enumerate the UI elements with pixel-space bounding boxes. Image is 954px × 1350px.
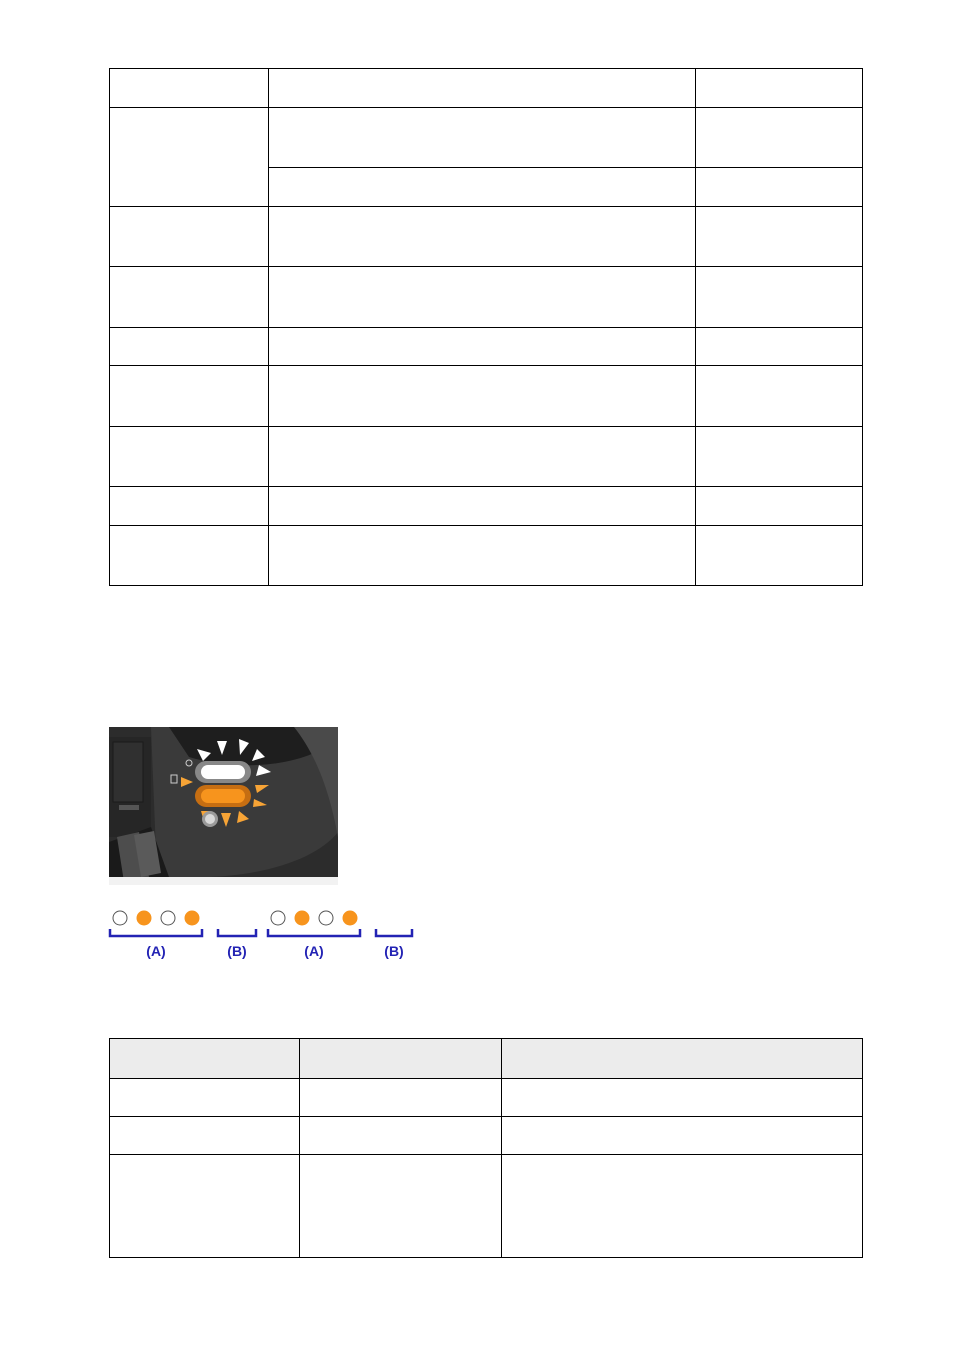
column-header <box>502 1039 863 1079</box>
table-cell <box>269 427 696 487</box>
table-row <box>110 69 863 108</box>
table-cell <box>269 108 696 168</box>
support-code-links <box>696 267 863 328</box>
table-row <box>110 1155 863 1258</box>
support-code-link[interactable] <box>700 79 731 91</box>
support-code-table <box>109 1038 863 1258</box>
support-code-link[interactable] <box>700 338 731 350</box>
table-cell <box>269 267 696 328</box>
lamp-flash-pattern <box>106 900 418 966</box>
table-row <box>110 526 863 586</box>
table-cell <box>110 1079 300 1117</box>
support-code-link[interactable] <box>700 376 731 388</box>
lamp-state-icon <box>319 911 333 925</box>
table-cell <box>110 526 269 586</box>
support-code-links <box>696 487 863 526</box>
table-row <box>110 427 863 487</box>
period-label-a: (A) <box>146 943 166 959</box>
support-code-links <box>696 526 863 586</box>
table-cell <box>110 366 269 427</box>
support-code-links <box>502 1155 863 1258</box>
table-cell <box>300 1079 502 1117</box>
table-row <box>110 108 863 168</box>
support-code-link[interactable] <box>700 118 731 130</box>
support-code-links <box>696 207 863 267</box>
support-code-links <box>696 168 863 207</box>
table-cell <box>110 108 269 207</box>
support-code-link[interactable] <box>700 437 731 449</box>
support-code-links <box>696 366 863 427</box>
table-row <box>110 1079 863 1117</box>
column-header <box>300 1039 502 1079</box>
support-code-link[interactable] <box>700 217 731 229</box>
table-row <box>110 207 863 267</box>
table-cell <box>269 168 696 207</box>
lamp-state-icon <box>137 911 151 925</box>
table-cell <box>110 1117 300 1155</box>
table-row <box>110 487 863 526</box>
table-row <box>110 328 863 366</box>
lamp-state-icon <box>271 911 285 925</box>
table-header-row <box>110 1039 863 1079</box>
support-code-links <box>696 108 863 168</box>
period-label-b: (B) <box>384 943 404 959</box>
support-code-link[interactable] <box>700 536 731 548</box>
lamp-state-icon <box>295 911 309 925</box>
support-code-links <box>502 1079 863 1117</box>
table-cell <box>110 1155 300 1258</box>
support-code-link[interactable] <box>817 376 848 388</box>
support-code-link[interactable] <box>700 178 731 190</box>
support-code-links <box>502 1117 863 1155</box>
table-cell <box>110 69 269 108</box>
column-header <box>110 1039 300 1079</box>
support-code-link[interactable] <box>700 277 731 289</box>
table-cell <box>110 267 269 328</box>
support-code-link[interactable] <box>506 1089 538 1101</box>
printer-lamp-illustration <box>109 727 338 885</box>
error-code-table <box>109 68 863 586</box>
table-cell <box>300 1117 502 1155</box>
lamp-state-icon <box>113 911 127 925</box>
table-cell <box>269 487 696 526</box>
support-code-links <box>696 427 863 487</box>
lamp-state-icon <box>185 911 199 925</box>
table-cell <box>110 328 269 366</box>
support-code-link[interactable] <box>506 1165 538 1177</box>
support-code-link[interactable] <box>506 1127 538 1139</box>
pattern-brackets <box>110 929 412 936</box>
support-code-link[interactable] <box>700 396 731 408</box>
table-cell <box>110 207 269 267</box>
support-code-link[interactable] <box>700 497 731 509</box>
table-row <box>110 366 863 427</box>
support-code-link[interactable] <box>739 376 770 388</box>
lamp-state-icon <box>343 911 357 925</box>
table-cell <box>269 328 696 366</box>
table-cell <box>269 207 696 267</box>
support-code-links <box>696 69 863 108</box>
table-cell <box>110 427 269 487</box>
table-cell <box>300 1155 502 1258</box>
table-cell <box>269 69 696 108</box>
period-label-b: (B) <box>227 943 247 959</box>
table-cell <box>269 526 696 586</box>
support-code-links <box>696 328 863 366</box>
table-cell <box>269 366 696 427</box>
support-code-link[interactable] <box>739 79 770 91</box>
support-code-link[interactable] <box>546 1127 578 1139</box>
lamp-state-icon <box>161 911 175 925</box>
table-cell <box>110 487 269 526</box>
period-label-a: (A) <box>304 943 324 959</box>
table-row <box>110 267 863 328</box>
table-row <box>110 1117 863 1155</box>
support-code-link[interactable] <box>778 376 809 388</box>
